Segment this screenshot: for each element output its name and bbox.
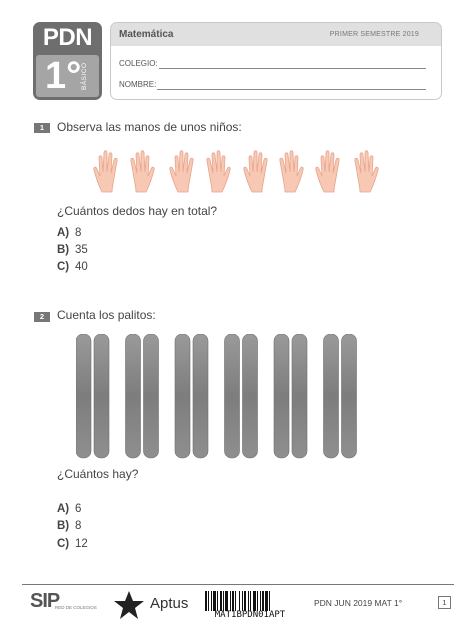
option-value: 6: [75, 503, 82, 515]
footer-info: PDN JUN 2019 MAT 1°: [314, 598, 403, 608]
option-2a[interactable]: [57, 503, 81, 515]
stick: [94, 334, 109, 458]
school-line[interactable]: [159, 68, 426, 69]
option-letter: C): [57, 538, 70, 550]
option-1c[interactable]: [57, 261, 88, 273]
stick: [76, 334, 91, 458]
option-1b[interactable]: [57, 244, 88, 256]
term-label: PRIMER SEMESTRE 2019: [329, 31, 419, 38]
question-2-number: 2: [34, 312, 50, 322]
barcode-bar: [257, 591, 258, 611]
stick: [243, 334, 258, 458]
hand-icon: [170, 151, 193, 192]
stick: [175, 334, 190, 458]
grade-number: 1°: [45, 55, 82, 97]
sticks-illustration: [76, 334, 366, 460]
option-letter: B): [57, 520, 70, 532]
barcode-bar: [269, 591, 270, 611]
option-letter: A): [57, 227, 70, 239]
hand-icon: [244, 151, 267, 192]
barcode-bar: [242, 591, 243, 611]
aptus-logo: Aptus: [150, 595, 189, 612]
stick: [342, 334, 357, 458]
barcode-bar: [230, 591, 231, 611]
barcode-bar: [217, 591, 218, 611]
barcode-bar: [205, 591, 207, 611]
stick: [144, 334, 159, 458]
barcode-bar: [208, 591, 209, 611]
option-2c[interactable]: [57, 538, 88, 550]
stick: [193, 334, 208, 458]
option-letter: B): [57, 244, 70, 256]
option-letter: C): [57, 261, 70, 273]
page-number: 1: [438, 596, 451, 609]
sip-logo: SIP: [30, 590, 60, 612]
aptus-star-icon: [112, 590, 146, 620]
barcode-bar: [248, 591, 249, 611]
stick: [274, 334, 289, 458]
hand-icon: [355, 151, 378, 192]
badge-title: PDN: [42, 24, 93, 51]
stick: [225, 334, 240, 458]
question-1-number: 1: [34, 123, 50, 133]
hand-icon: [94, 151, 117, 192]
option-value: 8: [75, 520, 82, 532]
barcode-bar: [225, 591, 228, 611]
option-value: 8: [75, 227, 82, 239]
barcode-bar: [213, 591, 216, 611]
option-1a[interactable]: [57, 227, 81, 239]
grade-box: [36, 55, 99, 97]
hands-illustration: [90, 148, 390, 194]
hand-icon: [316, 151, 339, 192]
barcode: [205, 591, 295, 611]
name-line[interactable]: [157, 89, 426, 90]
grade-badge: [33, 22, 102, 100]
hand-icon: [207, 151, 230, 192]
barcode-bar: [250, 591, 251, 611]
barcode-bar: [220, 591, 222, 611]
barcode-text: MAT1BPDN01APT: [214, 610, 286, 620]
stick: [324, 334, 339, 458]
sip-subtitle: RED DE COLEGIOS: [55, 605, 97, 610]
question-1-text: ¿Cuántos dedos hay en total?: [57, 204, 218, 218]
barcode-bar: [211, 591, 212, 611]
stick: [292, 334, 307, 458]
subject-title: Matemática: [119, 29, 174, 40]
barcode-bar: [265, 591, 268, 611]
question-2-text: ¿Cuántos hay?: [57, 467, 139, 481]
grade-level: BÁSICO: [81, 62, 88, 90]
barcode-bar: [244, 591, 246, 611]
option-2b[interactable]: [57, 520, 81, 532]
option-value: 40: [75, 261, 88, 273]
header-info-box: [110, 22, 442, 100]
option-value: 12: [75, 538, 88, 550]
school-label: COLEGIO:: [119, 59, 158, 68]
question-2-prompt: Cuenta los palitos:: [57, 308, 156, 322]
question-1-prompt: Observa las manos de unos niños:: [57, 120, 242, 134]
hand-icon: [280, 151, 303, 192]
option-letter: A): [57, 503, 70, 515]
barcode-bar: [262, 591, 264, 611]
option-value: 35: [75, 244, 88, 256]
footer-divider: [22, 584, 454, 585]
hand-icon: [131, 151, 154, 192]
barcode-bar: [223, 591, 224, 611]
stick: [126, 334, 141, 458]
barcode-bar: [235, 591, 236, 611]
barcode-bar: [253, 591, 256, 611]
barcode-bar: [239, 591, 240, 611]
name-label: NOMBRE:: [119, 80, 157, 89]
barcode-bar: [260, 591, 261, 611]
barcode-bar: [232, 591, 234, 611]
